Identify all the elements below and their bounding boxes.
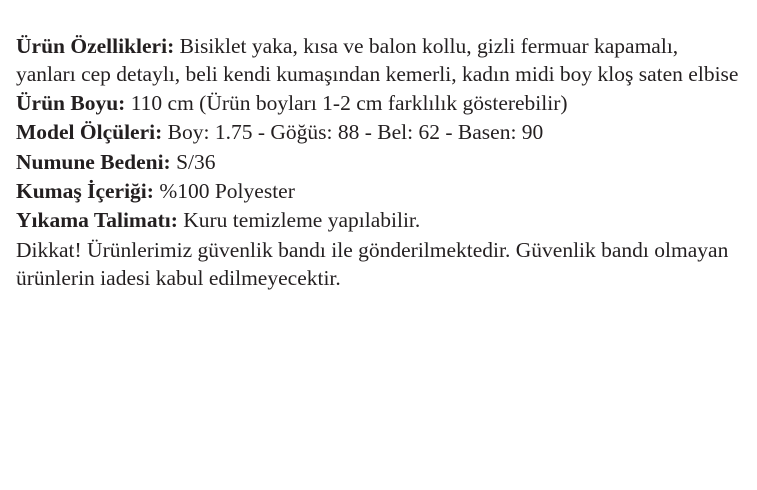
detail-row-product-features xyxy=(16,32,741,88)
detail-value: S/36 xyxy=(176,149,216,174)
detail-row-fabric-content xyxy=(16,177,741,205)
detail-label: Ürün Boyu: xyxy=(16,91,126,116)
detail-label: Yıkama Talimatı: xyxy=(16,207,178,232)
detail-value: 110 cm (Ürün boyları 1-2 cm farklılık gösterebilir) xyxy=(130,91,568,116)
detail-row-model-measurements xyxy=(16,118,741,146)
detail-row-sample-size xyxy=(16,148,741,176)
detail-label: Ürün Özellikleri: xyxy=(16,34,175,58)
detail-value: Boy: 1.75 - Göğüs: 88 - Bel: 62 - Basen: 90 xyxy=(167,120,544,145)
detail-value: Bisiklet yaka, kısa ve balon kollu, gizli fermuar kapamalı, yanları cep detaylı, beli kendi kumaşından kemerli, kadın midi boy kloş saten elbise xyxy=(16,34,739,87)
detail-row-product-length xyxy=(16,89,741,117)
detail-row-washing-instructions xyxy=(16,206,741,234)
detail-value: %100 Polyester xyxy=(159,178,295,203)
detail-label: Numune Bedeni: xyxy=(16,149,171,174)
detail-label: Model Ölçüleri: xyxy=(16,120,163,145)
detail-value: Kuru temizleme yapılabilir. xyxy=(183,207,421,232)
security-band-notice: Dikkat! Ürünlerimiz güvenlik bandı ile gönderilmektedir. Güvenlik bandı olmayan ürünlerin iadesi kabul edilmeyecektir. xyxy=(16,238,729,291)
detail-label: Kumaş İçeriği: xyxy=(16,178,154,203)
